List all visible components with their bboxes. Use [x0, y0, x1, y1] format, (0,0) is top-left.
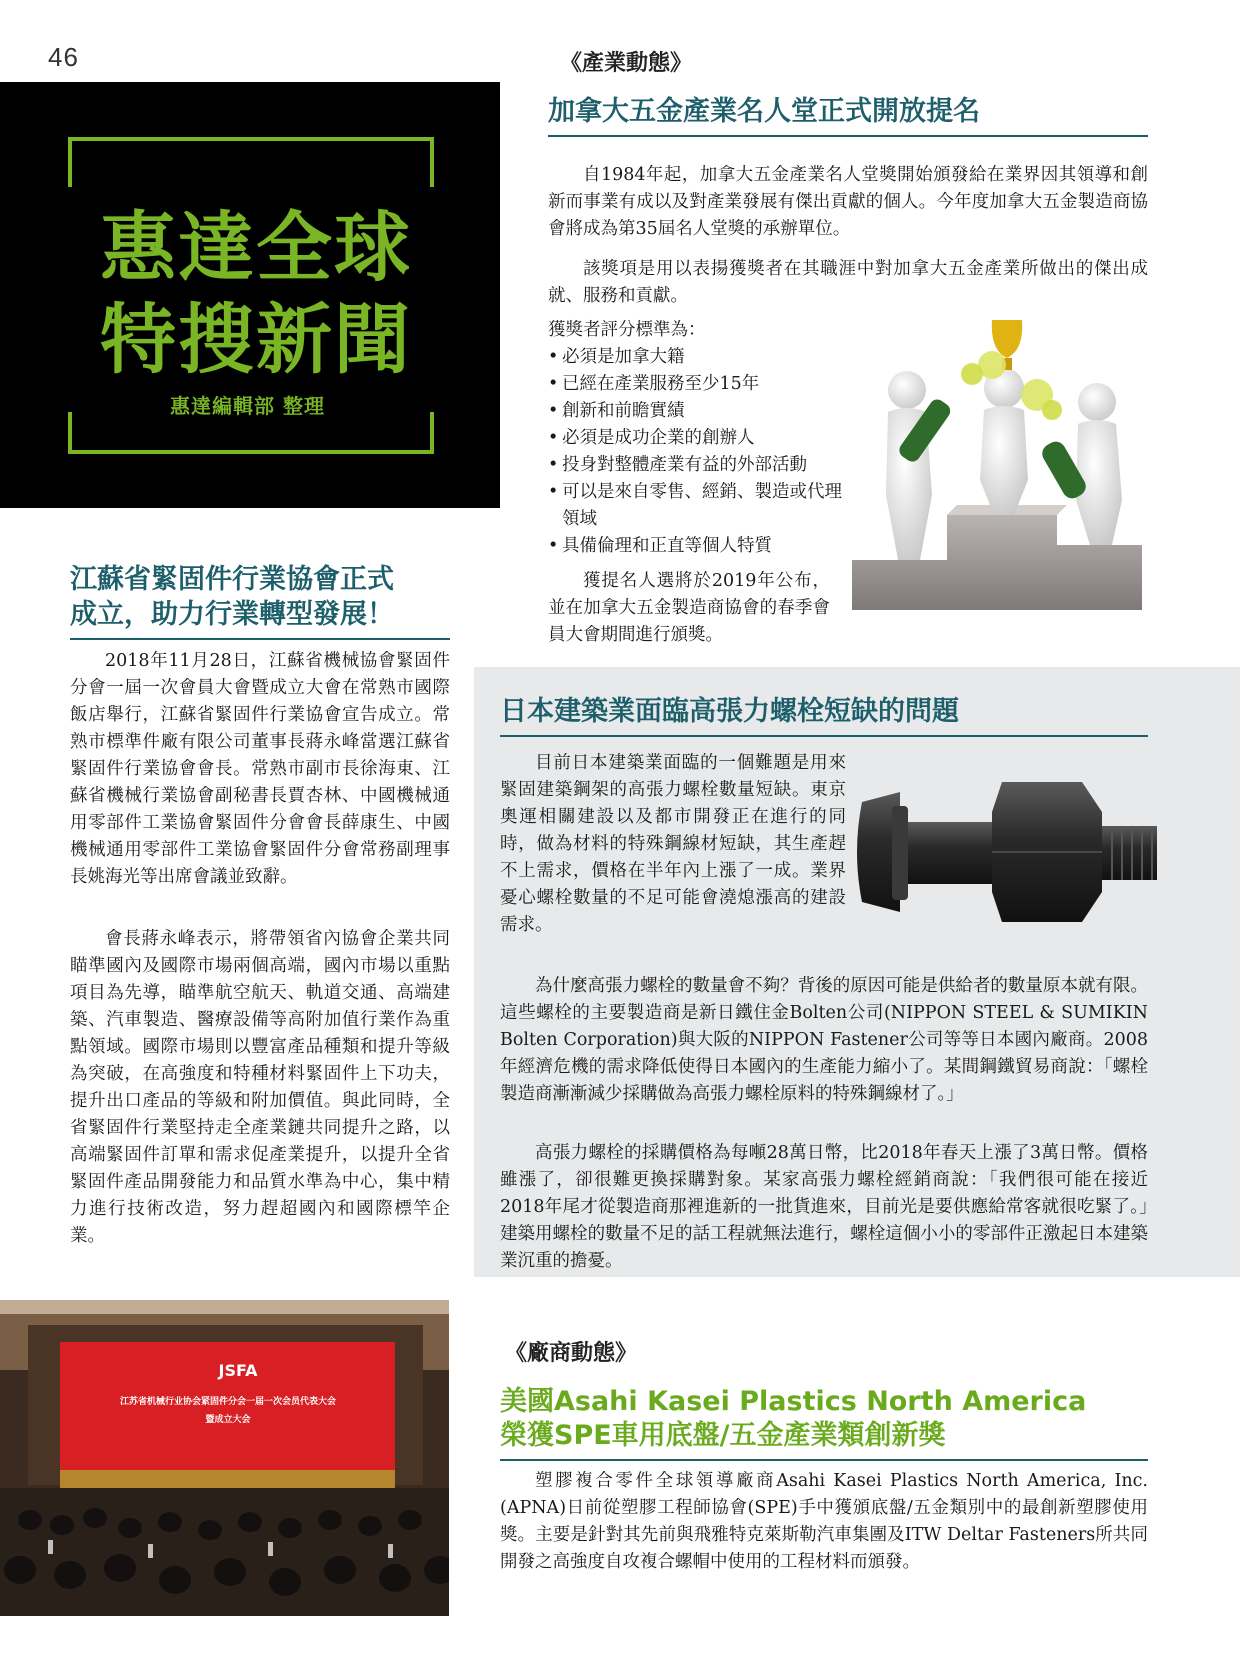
title-frame-top [68, 137, 434, 187]
photo-logo-text: JSFA [218, 1361, 258, 1380]
section-tag-industry: 《產業動態》 [560, 50, 693, 76]
criteria-item: • 必須是加拿大籍 [548, 344, 858, 371]
headline-jiangsu-line-2: 成立，助力行業轉型發展！ [70, 599, 394, 630]
headline-japan: 日本建築業面臨高張力螺栓短缺的問題 [500, 694, 1148, 737]
headline-asahi-line-1: 美國Asahi Kasei Plastics North America [500, 1386, 1087, 1417]
criteria-item: • 可以是來自零售、經銷、製造或代理領域 [548, 479, 858, 533]
article-japan-para2: 為什麼高張力螺栓的數量會不夠？背後的原因可能是供給者的數量原本就有限。這些螺栓的主要製造商是新日鐵住金Bolten公司(NIPPON STEEL & SUMIKIN Bolten Corporation)與大阪的NIPPON Fastener公司等等日本國內廠商。2008年經濟危機的需求降低使得日本國內的生產能力縮小了。某間鋼鐵貿易商說：「螺栓製造商漸漸減少採購做為高張力螺栓原料的特殊鋼線材了。」 [500, 976, 1148, 1104]
criteria-item: • 必須是成功企業的創辦人 [548, 425, 858, 452]
headline-asahi [500, 1385, 1148, 1461]
criteria-item: • 創新和前瞻實績 [548, 398, 858, 425]
headline-canada: 加拿大五金產業名人堂正式開放提名 [548, 94, 1148, 137]
title-main [100, 202, 412, 386]
title-frame-bottom [68, 412, 434, 454]
headline-jiangsu-line-1: 江蘇省緊固件行業協會正式 [70, 564, 394, 595]
photo-banner-line-2: 暨成立大会 [205, 1415, 251, 1425]
page-number: 46 [48, 42, 79, 72]
section-tag-company: 《廠商動態》 [505, 1340, 638, 1366]
article-jiangsu-para1: 2018年11月28日，江蘇省機械協會緊固件分會一屆一次會員大會暨成立大會在常熟市國際飯店舉行，江蘇省緊固件行業協會宣告成立。常熟市標準件廠有限公司董事長蔣永峰當選江蘇省緊固件行業協會會長。常熟市副市長徐海東、江蘇省機械行業協會副秘書長賈杏林、中國機械通用零部件工業協會緊固件分會會長薛康生、中國機械通用零部件工業協會緊固件分會常務副理事長姚海光等出席會議並致辭。 [70, 651, 450, 887]
headline-jiangsu [70, 562, 450, 640]
article-canada-para2: 該獎項是用以表揚獲獎者在其職涯中對加拿大五金產業所做出的傑出成就、服務和貢獻。 [548, 259, 1148, 306]
criteria-item: • 具備倫理和正直等個人特質 [548, 533, 858, 560]
photo-banner-line-1: 江苏省机械行业协会紧固件分会一届一次会员代表大会 [119, 1397, 337, 1407]
title-line-2: 特搜新聞 [100, 295, 412, 384]
conference-photo [0, 1300, 449, 1616]
title-line-1: 惠達全球 [100, 203, 412, 292]
criteria-list [548, 344, 858, 560]
article-jiangsu-para2: 會長蔣永峰表示，將帶領省內協會企業共同瞄準國內及國際市場兩個高端，國內市場以重點項目為先導，瞄準航空航天、軌道交通、高端建築、汽車製造、醫療設備等高附加值行業作為重點領域。國際市場則以豐富產品種類和提升等級為突破，在高強度和特種材料緊固件上下功夫，提升出口產品的等級和附加價值。與此同時，全省緊固件行業堅持走全產業鏈共同提升之路，以高端緊固件訂單和需求促產業提升，以提升全省緊固件產品開發能力和品質水準為中心，集中精力進行技術改造，努力趕超國內和國際標竿企業。 [70, 929, 450, 1246]
article-canada-para3: 獲提名人選將於2019年公布，並在加拿大五金製造商協會的春季會員大會期間進行頒獎。 [548, 571, 830, 645]
title-box [0, 82, 500, 508]
trophy-illustration [852, 310, 1152, 610]
article-canada-para1: 自1984年起，加拿大五金產業名人堂獎開始頒發給在業界因其領導和創新而事業有成以及對產業發展有傑出貢獻的個人。今年度加拿大五金製造商協會將成為第35屆名人堂獎的承辦單位。 [548, 165, 1148, 239]
headline-asahi-line-2: 榮獲SPE車用底盤/五金產業類創新獎 [500, 1420, 946, 1451]
title-subtitle: 惠達編輯部 整理 [170, 394, 325, 418]
article-asahi-para1: 塑膠複合零件全球領導廠商Asahi Kasei Plastics North America, Inc. (APNA)日前從塑膠工程師協會(SPE)手中獲頒底盤/五金類別中的最創新塑膠使用獎。主要是針對其先前與飛雅特克萊斯勒汽車集團及ITW Deltar Fasteners所共同開發之高強度自攻複合螺帽中使用的工程材料而頒發。 [500, 1471, 1148, 1572]
criteria-item: • 投身對整體產業有益的外部活動 [548, 452, 858, 479]
bolt-illustration [852, 762, 1162, 940]
criteria-intro: 獲獎者評分標準為： [548, 320, 706, 340]
article-japan-para3: 高張力螺栓的採購價格為每噸28萬日幣，比2018年春天上漲了3萬日幣。價格雖漲了，卻很難更換採購對象。某家高張力螺栓經銷商說：「我們很可能在接近2018年尾才從製造商那裡進新的一批貨進來，目前光是要供應給常客就很吃緊了。」建築用螺栓的數量不足的話工程就無法進行，螺栓這個小小的零部件正激起日本建築業沉重的擔憂。 [500, 1143, 1148, 1271]
article-japan-para1: 目前日本建築業面臨的一個難題是用來緊固建築鋼架的高張力螺栓數量短缺。東京奧運相關建設以及都市開發正在進行的同時，做為材料的特殊鋼線材短缺，其生產趕不上需求，價格在半年內上漲了一成。業界憂心螺栓數量的不足可能會澆熄漲高的建設需求。 [500, 753, 846, 935]
criteria-item: • 已經在產業服務至少15年 [548, 371, 858, 398]
